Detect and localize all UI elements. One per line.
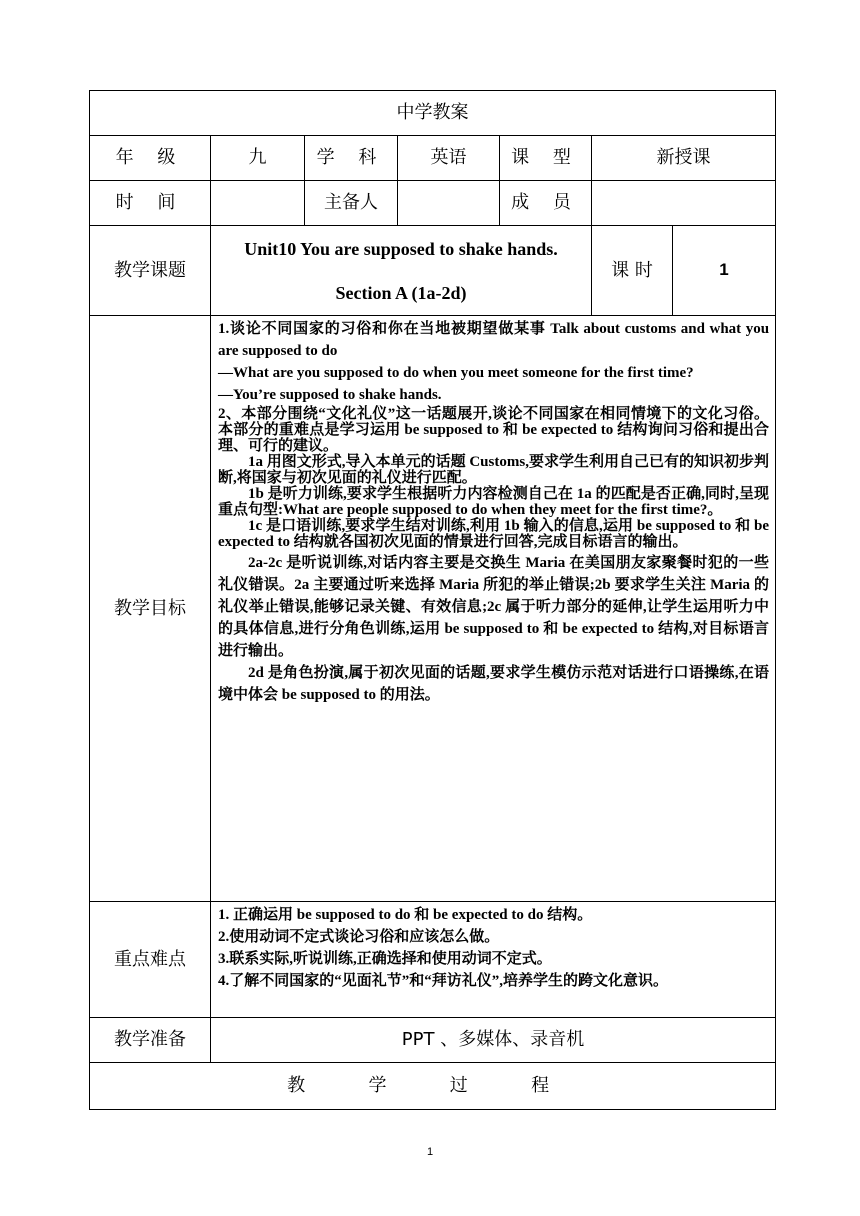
grade-label: 年 级 [90, 136, 211, 181]
lead-preparer-label: 主备人 [305, 181, 398, 226]
key-point-item: 3.联系实际,听说训练,正确选择和使用动词不定式。 [218, 951, 552, 967]
key-points-content [211, 902, 776, 1018]
objectives-content [211, 316, 776, 902]
topic-label: 教学课题 [90, 226, 211, 316]
objective-paragraph: 1a 用图文形式,导入本单元的话题 Customs,要求学生利用自己已有的知识初步判断,将国家与初次见面的礼仪进行匹配。 [218, 454, 770, 486]
key-point-item: 4.了解不同国家的“见面礼节”和“拜访礼仪”,培养学生的跨文化意识。 [218, 973, 669, 989]
key-points-label: 重点难点 [90, 902, 211, 1018]
preparation-label: 教学准备 [90, 1018, 211, 1063]
document-title: 中学教案 [90, 91, 776, 136]
lesson-type-label: 课 型 [500, 136, 592, 181]
unit-title: Unit10 You are supposed to shake hands. [244, 238, 558, 259]
objective-paragraph: 2a-2c 是听说训练,对话内容主要是交换生 Maria 在美国朋友家聚餐时犯的一些礼仪错误。2a 主要通过听来选择 Maria 所犯的举止错误;2b 要求学生关注 Maria 的礼仪举止错误,能够记录关键、有效信息;2c 属于听力部分的延伸,让学生运用听力中的具体信息,进行分角色训练,运用 be supposed to 和 be expected to 结构,对目标语言进行输出。 [218, 555, 770, 659]
key-point-item: 1. 正确运用 be supposed to do 和 be expected to do 结构。 [218, 907, 593, 923]
period-value: 1 [673, 226, 776, 316]
objectives-label: 教学目标 [90, 316, 211, 902]
subject-label: 学 科 [305, 136, 398, 181]
grade-value: 九 [211, 136, 305, 181]
teaching-process-header: 教 学 过 程 [90, 1063, 776, 1110]
lesson-type-value: 新授课 [592, 136, 776, 181]
objective-paragraph: 2d 是角色扮演,属于初次见面的话题,要求学生模仿示范对话进行口语操练,在语境中体会 be supposed to 的用法。 [218, 665, 770, 703]
objective-paragraph: 1b 是听力训练,要求学生根据听力内容检测自己在 1a 的匹配是否正确,同时,呈现重点句型:What are people supposed to do when they meet for the first time?。 [218, 486, 770, 518]
period-label: 课 时 [592, 226, 673, 316]
objective-paragraph: —What are you supposed to do when you meet someone for the first time? [218, 365, 694, 381]
objective-paragraph: 1.谈论不同国家的习俗和你在当地被期望做某事 Talk about customs and what you are supposed to do [218, 321, 770, 359]
members-value [592, 181, 776, 226]
page-number: 1 [426, 1146, 434, 1158]
subject-value: 英语 [398, 136, 500, 181]
section-title: Section A (1a-2d) [335, 282, 467, 303]
members-label: 成 员 [500, 181, 592, 226]
objective-paragraph: 2、本部分围绕“文化礼仪”这一话题展开,谈论不同国家在相同情境下的文化习俗。本部分的重难点是学习运用 be supposed to 和 be expected to 结构询问习俗和提出合理、可行的建议。 [218, 406, 770, 454]
objective-paragraph: —You’re supposed to shake hands. [218, 387, 442, 403]
objective-paragraph: 1c 是口语训练,要求学生结对训练,利用 1b 输入的信息,运用 be supposed to 和 be expected to 结构就各国初次见面的情景进行回答,完成目标语言的输出。 [218, 518, 770, 550]
time-label: 时 间 [90, 181, 211, 226]
lead-preparer-value [398, 181, 500, 226]
preparation-value: PPT 、多媒体、录音机 [211, 1018, 776, 1063]
lesson-plan-table [89, 90, 776, 1110]
time-value [211, 181, 305, 226]
key-point-item: 2.使用动词不定式谈论习俗和应该怎么做。 [218, 929, 500, 945]
topic-value [211, 226, 592, 316]
